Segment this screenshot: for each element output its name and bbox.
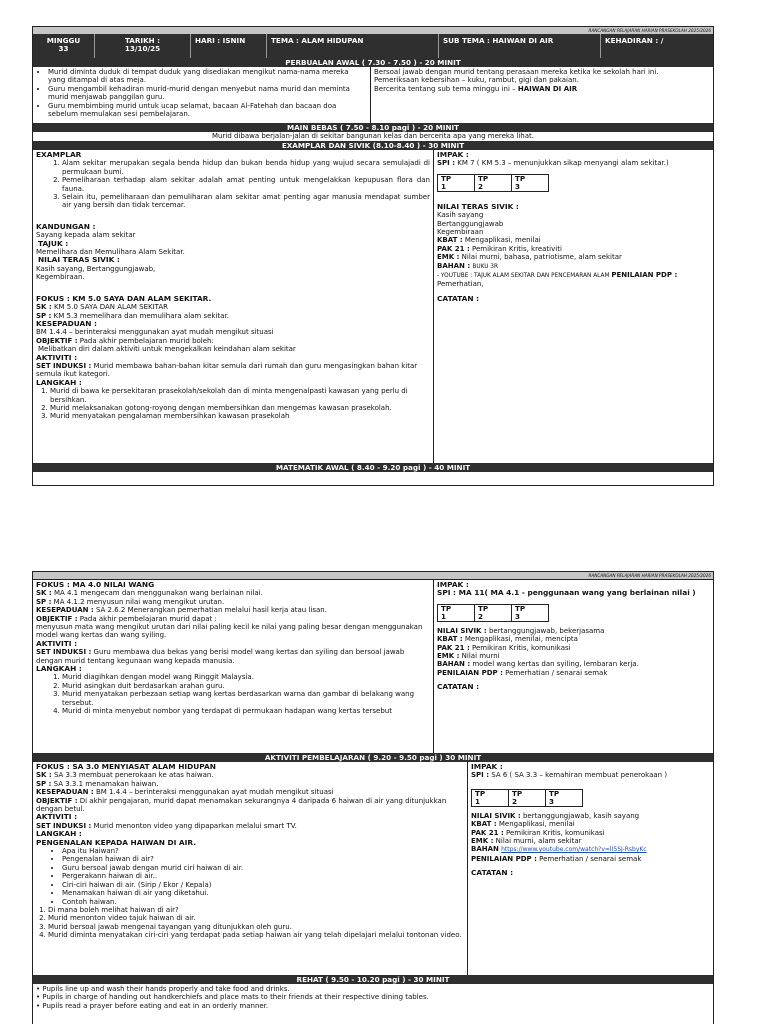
- nilai-sivik-text: bertanggungjawab, bekerjasama: [488, 626, 605, 635]
- perbualan-right-line: [374, 85, 710, 93]
- nilai-teras-label: NILAI TERAS SIVIK :: [38, 255, 120, 265]
- list-item: • Pupils read a prayer before eating and eat in an orderly manner.: [36, 1001, 269, 1010]
- bahan-text: model wang kertas dan syiling, lembaran kerja.: [472, 660, 639, 669]
- objektif-label: OBJEKTIF :: [36, 796, 78, 805]
- bahan-text: BUKU 3R: [472, 263, 499, 270]
- tajuk-label: TAJUK :: [38, 238, 69, 248]
- catatan-label: CATATAN :: [471, 868, 514, 878]
- list-item: • Pergerakann haiwan di air..: [62, 872, 464, 880]
- youtube-text: - YOUTUBE : TAJUK ALAM SEKITAR DAN PENCEMARAN ALAM: [437, 273, 612, 280]
- pengenalan-title: PENGENALAN KEPADA HAIWAN DI AIR.: [36, 837, 197, 847]
- kbat-label: KBAT :: [471, 820, 497, 829]
- pak21-label: PAK 21 :: [471, 828, 504, 837]
- nilai-teras-line: Kasih sayang: [437, 211, 484, 220]
- penilaian-text: Pemerhatian,: [437, 280, 484, 289]
- kesepaduan-label: KESEPADUAN :: [36, 606, 94, 615]
- list-item: 2. Murid asingkan duit berdasarkan arahan guru.: [62, 682, 430, 690]
- pak21-label: PAK 21 :: [437, 244, 470, 253]
- list-item: 2. Pemeliharaan terhadap alam sekitar adalah amat penting untuk mengelakkan kepupusan flora dan fauna.: [62, 176, 430, 193]
- tp-cell-2: TP 2: [509, 789, 546, 806]
- main-bebas-text: Murid dibawa berjalan-jalan di sekitar bangunan kelas dan bercerita apa yang mereka lihat.: [212, 132, 534, 140]
- kbat-label: KBAT :: [437, 635, 463, 644]
- rehat-section: [33, 984, 713, 1011]
- list-item: 2. Murid menonton video tajuk haiwan di air.: [48, 914, 464, 922]
- objektif-label: OBJEKTIF :: [36, 614, 78, 623]
- perbualan-right-text: Bercerita tentang sub tema minggu ini –: [374, 84, 518, 93]
- langkah-label: LANGKAH :: [36, 829, 82, 839]
- lesson-plan-page-2: [32, 571, 714, 1024]
- tp-cell-1: TP 1: [438, 604, 475, 621]
- running-header: RANCANGAN PELAJARAN HARIAN PRASEKOLAH 2025/2026: [588, 28, 711, 33]
- aktiviti-left: [33, 762, 467, 975]
- sub-tema-highlight: HAIWAN DI AIR: [517, 84, 578, 93]
- eksamplar-left: [33, 150, 433, 463]
- sub-tema-cell: SUB TEMA : HAIWAN DI AIR: [439, 34, 601, 58]
- eksamplar-title: EXAMPLAR: [36, 150, 82, 159]
- bahan-label: BAHAN :: [437, 261, 471, 270]
- main-bebas-bar: MAIN BEBAS ( 7.50 - 8.10 pagi ) - 20 MINIT: [33, 123, 713, 132]
- sk-text: MA 4.1 mengecam dan menggunakan wang berlainan nilai.: [53, 589, 263, 598]
- lesson-header-row: [33, 34, 713, 58]
- aktiviti-fokus: FOKUS : SA 3.0 MENYIASAT ALAM HIDUPAN: [36, 762, 216, 771]
- set-induksi-label: SET INDUKSI :: [36, 361, 92, 370]
- page-top-bar: [33, 27, 713, 34]
- tp-level-table: [437, 174, 549, 192]
- sp-text: MA 4.1.2 menyusun nilai wang mengikut urutan.: [53, 597, 225, 606]
- nilai-teras-sivik-label: NILAI TERAS SIVIK :: [437, 201, 519, 211]
- matematik-awal-bar: MATEMATIK AWAL ( 8.40 - 9.20 pagi ) - 40 MINIT: [33, 463, 713, 472]
- spi-label: SPI :: [471, 771, 490, 780]
- set-induksi-text: Murid membawa bahan-bahan kitar semula dari rumah dan guru mengasingkan bahan kitar semula ikut kategori.: [36, 361, 418, 379]
- pak21-text: Pemikiran Kritis, komunikasi: [471, 643, 571, 652]
- kbat-text: Mengaplikasi, menilai: [498, 820, 575, 829]
- page-top-bar: [33, 572, 713, 579]
- list-item: 4. Murid di minta menyebut nombor yang terdapat di permukaan hadapan wang kertas tersebut: [62, 707, 430, 715]
- penilaian-label: PENILAIAN PDP :: [611, 271, 678, 280]
- sp-label: SP :: [36, 311, 52, 320]
- penilaian-label: PENILAIAN PDP :: [471, 854, 537, 863]
- kesepaduan-text: SA 2.6.2 Menerangkan pemerhatian melalui hasil kerja atau lisan.: [95, 606, 327, 615]
- list-item: 3. Murid menyatakan perbezaan setiap wang kertas berdasarkan warna dan gambar di belakang wang tersebut.: [62, 690, 430, 707]
- matematik-section: [33, 579, 713, 753]
- set-induksi-text: Murid menonton video yang dipaparkan melalui smart TV.: [93, 821, 297, 830]
- tp-cell-2: TP 2: [475, 604, 512, 621]
- kehadiran-cell: KEHADIRAN : /: [605, 36, 664, 45]
- nilai-teras-line: Bertanggungjawab: [437, 219, 504, 228]
- impak-label: IMPAK :: [471, 762, 503, 771]
- pengenalan-list: [36, 847, 464, 906]
- sk-text: KM 5.0 SAYA DAN ALAM SEKITAR: [53, 303, 169, 312]
- sk-text: SA 3.3 membuat penerokaan ke atas haiwan.: [53, 771, 214, 780]
- impak-label: IMPAK :: [437, 580, 469, 589]
- spi-text: KM 7 ( KM 5.3 – menunjukkan sikap menyangi alam sekitar.): [457, 159, 669, 168]
- list-item: • Guru membimbing murid untuk ucap selamat, bacaan Al-Fatehah dan bacaan doa sebelum memulakan sesi pembelajaran.: [48, 102, 367, 119]
- eksamplar-list: [36, 159, 430, 209]
- nilai-teras-line: Kegembiraan: [437, 228, 484, 237]
- nilai-sivik-text: bertanggungjawab, kasih sayang: [522, 811, 640, 820]
- aktiviti-label: AKTIVITI :: [36, 638, 78, 648]
- matematik-left: [33, 580, 433, 753]
- objektif-line: menyusun mata wang mengikut urutan dari nilai paling kecil ke nilai yang paling besar dengan menggunakan model wang kertas dan wang syiling.: [36, 623, 423, 640]
- running-header: RANCANGAN PELAJARAN HARIAN PRASEKOLAH 2025/2026: [588, 573, 711, 578]
- perbualan-right-line: Pemeriksaan kebersihan – kuku, rambut, gigi dan pakaian.: [374, 76, 579, 85]
- pak21-text: Pemikiran Kritis, komunikasi: [505, 828, 605, 837]
- kandungan-text: Sayang kepada alam sekitar: [36, 231, 136, 240]
- kesepaduan-label: KESEPADUAN :: [36, 788, 94, 797]
- tajuk-text: Memelihara dan Memulihara Alam Sekitar.: [36, 248, 185, 257]
- list-item: • Guru bersoal jawab dengan murid ciri haiwan di air.: [62, 864, 464, 872]
- tema-cell: TEMA : ALAM HIDUPAN: [267, 34, 439, 58]
- emk-label: EMK :: [437, 253, 460, 262]
- matematik-fokus: FOKUS : MA 4.0 NILAI WANG: [36, 580, 155, 589]
- list-item: 4. Murid diminta menyatakan ciri-ciri yang terdapat pada setiap haiwan air yang telah dipelajari melalui tontonan video.: [48, 931, 464, 939]
- list-item: • Contoh haiwan.: [62, 898, 464, 906]
- langkah-list: [36, 387, 430, 421]
- kesepaduan-text: BM 1.4.4 – berinteraksi menggunakan ayat mudah mengikut situasi: [36, 328, 274, 337]
- eksamplar-section: [33, 150, 713, 463]
- sk-label: SK :: [36, 303, 52, 312]
- aktiviti-steps: [36, 906, 464, 940]
- tarikh-value: 13/10/25: [124, 44, 161, 53]
- perbualan-list: [36, 68, 367, 118]
- list-item: 2. Murid melaksanakan gotong-royong dengan membersihkan dan mengemas kawasan prasekolah.: [50, 404, 430, 412]
- eksamplar-fokus: FOKUS : KM 5.0 SAYA DAN ALAM SEKITAR.: [36, 293, 212, 303]
- perbualan-awal-section: [33, 67, 713, 123]
- set-induksi-label: SET INDUKSI :: [36, 648, 92, 657]
- tp-cell-3: TP 3: [512, 174, 549, 191]
- list-item: 1. Murid diagihkan dengan model wang Ringgit Malaysia.: [62, 673, 430, 681]
- matematik-right: [433, 580, 713, 753]
- aktiviti-label: AKTIVITI :: [36, 352, 78, 362]
- tp-cell-3: TP 3: [512, 604, 549, 621]
- objektif-text: Pada akhir pembelajaran murid boleh:: [79, 336, 214, 345]
- kbat-label: KBAT :: [437, 236, 463, 245]
- objektif-text: Di akhir pengajaran, murid dapat menamakan sekurangnya 4 daripada 6 haiwan di air yang ditunjukkan dengan betul.: [36, 796, 447, 814]
- langkah-label: LANGKAH :: [36, 664, 82, 674]
- kesepaduan-label: KESEPADUAN :: [36, 318, 97, 328]
- aktiviti-label: AKTIVITI :: [36, 812, 78, 822]
- rehat-bar: REHAT ( 9.50 - 10.20 pagi ) - 30 MINIT: [33, 975, 713, 984]
- emk-text: Nilai murni, bahasa, patriotisme, alam sekitar: [461, 253, 622, 262]
- spi-text: MA 11( MA 4.1 - penggunaan wang yang berlainan nilai ): [458, 588, 696, 598]
- hari-cell: HARI : ISNIN: [191, 34, 267, 58]
- tp-level-table: [471, 789, 583, 807]
- emk-text: Nilai murni: [461, 652, 500, 661]
- list-item: 1. Alam sekitar merupakan segala benda hidup dan bukan benda hidup yang wujud secara semulajadi di permukaan bumi.: [62, 159, 430, 176]
- bahan-label: BAHAN: [471, 845, 499, 854]
- list-item: 3. Selain itu, pemeliharaan dan pemuliharan alam sekitar amat penting agar manusia mendapat sumber air yang bersih dan tidak tercemar.: [62, 193, 430, 210]
- impak-label: IMPAK :: [437, 150, 469, 159]
- eksamplar-bar: EXAMPLAR DAN SIVIK (8.10-8.40 ) - 30 MINIT: [33, 141, 713, 150]
- bahan-label: BAHAN :: [437, 660, 471, 669]
- langkah-list: [36, 673, 430, 715]
- list-item: 1. Di mana boleh melihat haiwan di air?: [48, 906, 464, 914]
- kesepaduan-text: BM 1.4.4 – berinteraksi menggunakan ayat mudah mengikut situasi: [95, 788, 334, 797]
- sk-label: SK :: [36, 589, 52, 598]
- list-item: 3. Murid menyatakan pengalaman membersihkan kawasan prasekolah: [50, 412, 430, 420]
- tp-cell-1: TP 1: [472, 789, 509, 806]
- kbat-text: Mengaplikasi, menilai, mencipta: [464, 635, 578, 644]
- nilai-sivik-label: NILAI SIVIK :: [471, 811, 521, 820]
- kandungan-label: KANDUNGAN :: [36, 221, 96, 231]
- list-item: • Murid diminta duduk di tempat duduk yang disediakan mengikut nama-nama mereka yang ditampal di atas meja.: [48, 68, 367, 85]
- penilaian-text: Pemerhatian / senarai semak: [505, 668, 608, 677]
- sp-text: KM 5.3 memelihara dan memulihara alam sekitar.: [53, 311, 229, 320]
- eksamplar-right: [433, 150, 713, 463]
- list-item: • Menamakan haiwan di air yang diketahui.: [62, 889, 464, 897]
- nilai-sivik-label: NILAI SIVIK :: [437, 626, 487, 635]
- lesson-plan-page-1: [32, 26, 714, 486]
- minggu-cell: [33, 34, 95, 58]
- pak21-text: Pemikiran Kritis, kreativiti: [471, 244, 562, 253]
- perbualan-right: [370, 67, 713, 123]
- objektif-label: OBJEKTIF :: [36, 336, 78, 345]
- spi-label: SPI :: [437, 588, 457, 598]
- minggu-label: MINGGU: [46, 36, 81, 45]
- objektif-text: Pada akhir pembelajaran murid dapat :: [79, 614, 217, 623]
- emk-label: EMK :: [437, 652, 460, 661]
- spi-text: SA 6 ( SA 3.3 – kemahiran membuat penerokaan ): [491, 771, 668, 780]
- penilaian-label: PENILAIAN PDP :: [437, 668, 503, 677]
- catatan-label: CATATAN :: [437, 682, 480, 692]
- perbualan-right-line: Bersoal jawab dengan murid tentang perasaan mereka ketika ke sekolah hari ini.: [374, 68, 659, 76]
- set-induksi-label: SET INDUKSI :: [36, 821, 92, 830]
- nilai-teras-line: Kegembiraan.: [36, 273, 85, 282]
- spi-label: SPI :: [437, 159, 456, 168]
- langkah-label: LANGKAH :: [36, 377, 82, 387]
- list-item: 1. Murid di bawa ke persekitaran prasekolah/sekolah dan di minta mengenalpasti kawasan yang perlu di bersihkan.: [50, 387, 430, 404]
- perbualan-left: [33, 67, 370, 123]
- nilai-teras-line: Kasih sayang, Bertanggungjawab,: [36, 264, 156, 273]
- list-item: • Pupils in charge of handing out handkerchiefs and place mats to their friends at their respective dining tables.: [36, 993, 429, 1002]
- catatan-label: CATATAN :: [437, 293, 480, 303]
- list-item: • Ciri-ciri haiwan di air. (Sirip / Ekor / Kepala): [62, 881, 464, 889]
- set-induksi-text: Guru membawa dua bekas yang berisi model wang kertas dan syiling dan bersoal jawab dengan murid tentang kegunaan wang kepada manusia.: [36, 648, 405, 665]
- list-item: 3. Murid bersoal jawab mengenai tayangan yang ditunjukkan oleh guru.: [48, 923, 464, 931]
- list-item: • Pengenalan haiwan di air?: [62, 855, 464, 863]
- minggu-value: 33: [58, 44, 69, 53]
- perbualan-awal-bar: PERBUALAN AWAL ( 7.30 - 7.50 ) - 20 MINIT: [33, 58, 713, 67]
- sk-label: SK :: [36, 771, 52, 780]
- emk-label: EMK :: [471, 837, 494, 846]
- list-item: • Guru mengambil kehadiran murid-murid dengan menyebut nama murid dan meminta murid menjawab panggilan guru.: [48, 85, 367, 102]
- kbat-text: Mengaplikasi, menilai: [464, 236, 541, 245]
- tarikh-label: TARIKH :: [124, 36, 161, 45]
- penilaian-text: Pemerhatian / senarai semak: [539, 854, 642, 863]
- list-item: • Apa itu Haiwan?: [62, 847, 464, 855]
- emk-text: Nilai murni, alam sekitar: [495, 837, 582, 846]
- aktiviti-section: [33, 762, 713, 975]
- list-item: • Pupils line up and wash their hands properly and take food and drinks.: [36, 985, 290, 993]
- pak21-label: PAK 21 :: [437, 643, 470, 652]
- sp-label: SP :: [36, 597, 52, 606]
- sp-text: SA 3.3.1 menamakan haiwan.: [53, 779, 159, 788]
- aktiviti-right: [467, 762, 713, 975]
- tarikh-cell: [95, 34, 191, 58]
- tp-cell-1: TP 1: [438, 174, 475, 191]
- objektif-line: Melibatkan diri dalam aktiviti untuk mengekalkan keindahan alam sekitar: [38, 345, 296, 354]
- bahan-video-link[interactable]: https://www.youtube.com/watch?v=lI5SJ-RsbyKc: [501, 846, 647, 854]
- tp-cell-2: TP 2: [475, 174, 512, 191]
- tp-cell-3: TP 3: [546, 789, 583, 806]
- sp-label: SP :: [36, 779, 52, 788]
- tp-level-table: [437, 604, 549, 622]
- aktiviti-pembelajaran-bar: AKTIVITI PEMBELAJARAN ( 9.20 - 9.50 pagi ) 30 MINIT: [33, 753, 713, 762]
